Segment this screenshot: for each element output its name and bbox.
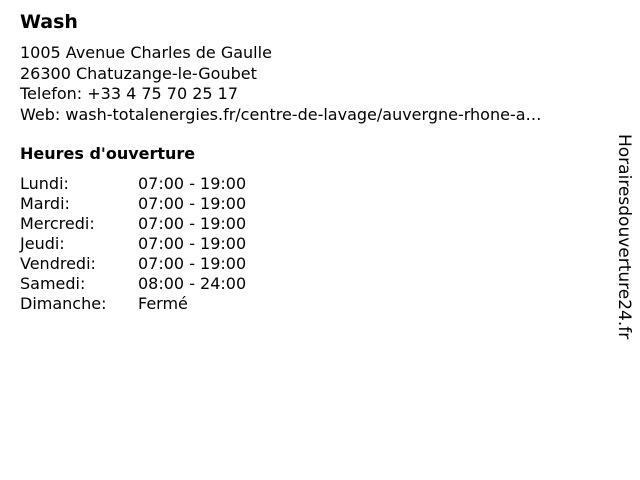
city-address: 26300 Chatuzange-le-Goubet [20, 63, 257, 83]
phone-number: Telefon: +33 4 75 70 25 17 [20, 84, 239, 103]
hours-row-friday [20, 254, 246, 274]
hours-row-sunday [20, 294, 246, 314]
hours-row-thursday [20, 234, 246, 254]
day-label: Samedi: [20, 274, 86, 293]
day-label: Mardi: [20, 194, 70, 213]
address-block [20, 43, 542, 125]
time-value: 07:00 - 19:00 [138, 174, 247, 193]
hours-row-saturday [20, 274, 246, 294]
street-address: 1005 Avenue Charles de Gaulle [20, 43, 272, 62]
opening-hours-table [20, 174, 246, 314]
hours-row-tuesday [20, 194, 246, 214]
day-label: Dimanche: [20, 294, 107, 313]
opening-hours-heading: Heures d'ouverture [20, 144, 196, 163]
time-value: 07:00 - 19:00 [138, 194, 247, 213]
hours-row-monday [20, 174, 246, 194]
time-value: 08:00 - 24:00 [138, 274, 247, 293]
day-label: Vendredi: [20, 254, 96, 273]
site-brand-watermark: Horairesdouverture24.fr [614, 134, 634, 340]
time-value: 07:00 - 19:00 [138, 234, 247, 253]
day-label: Lundi: [20, 174, 69, 193]
page-title: Wash [20, 11, 78, 33]
website-link[interactable]: Web: wash-totalenergies.fr/centre-de-lavage/auvergne-rhone-a… [20, 104, 542, 124]
day-label: Mercredi: [20, 214, 95, 233]
hours-row-wednesday [20, 214, 246, 234]
time-value: 07:00 - 19:00 [138, 214, 247, 233]
time-value: 07:00 - 19:00 [138, 254, 247, 273]
day-label: Jeudi: [20, 234, 65, 253]
time-value: Fermé [138, 294, 188, 313]
